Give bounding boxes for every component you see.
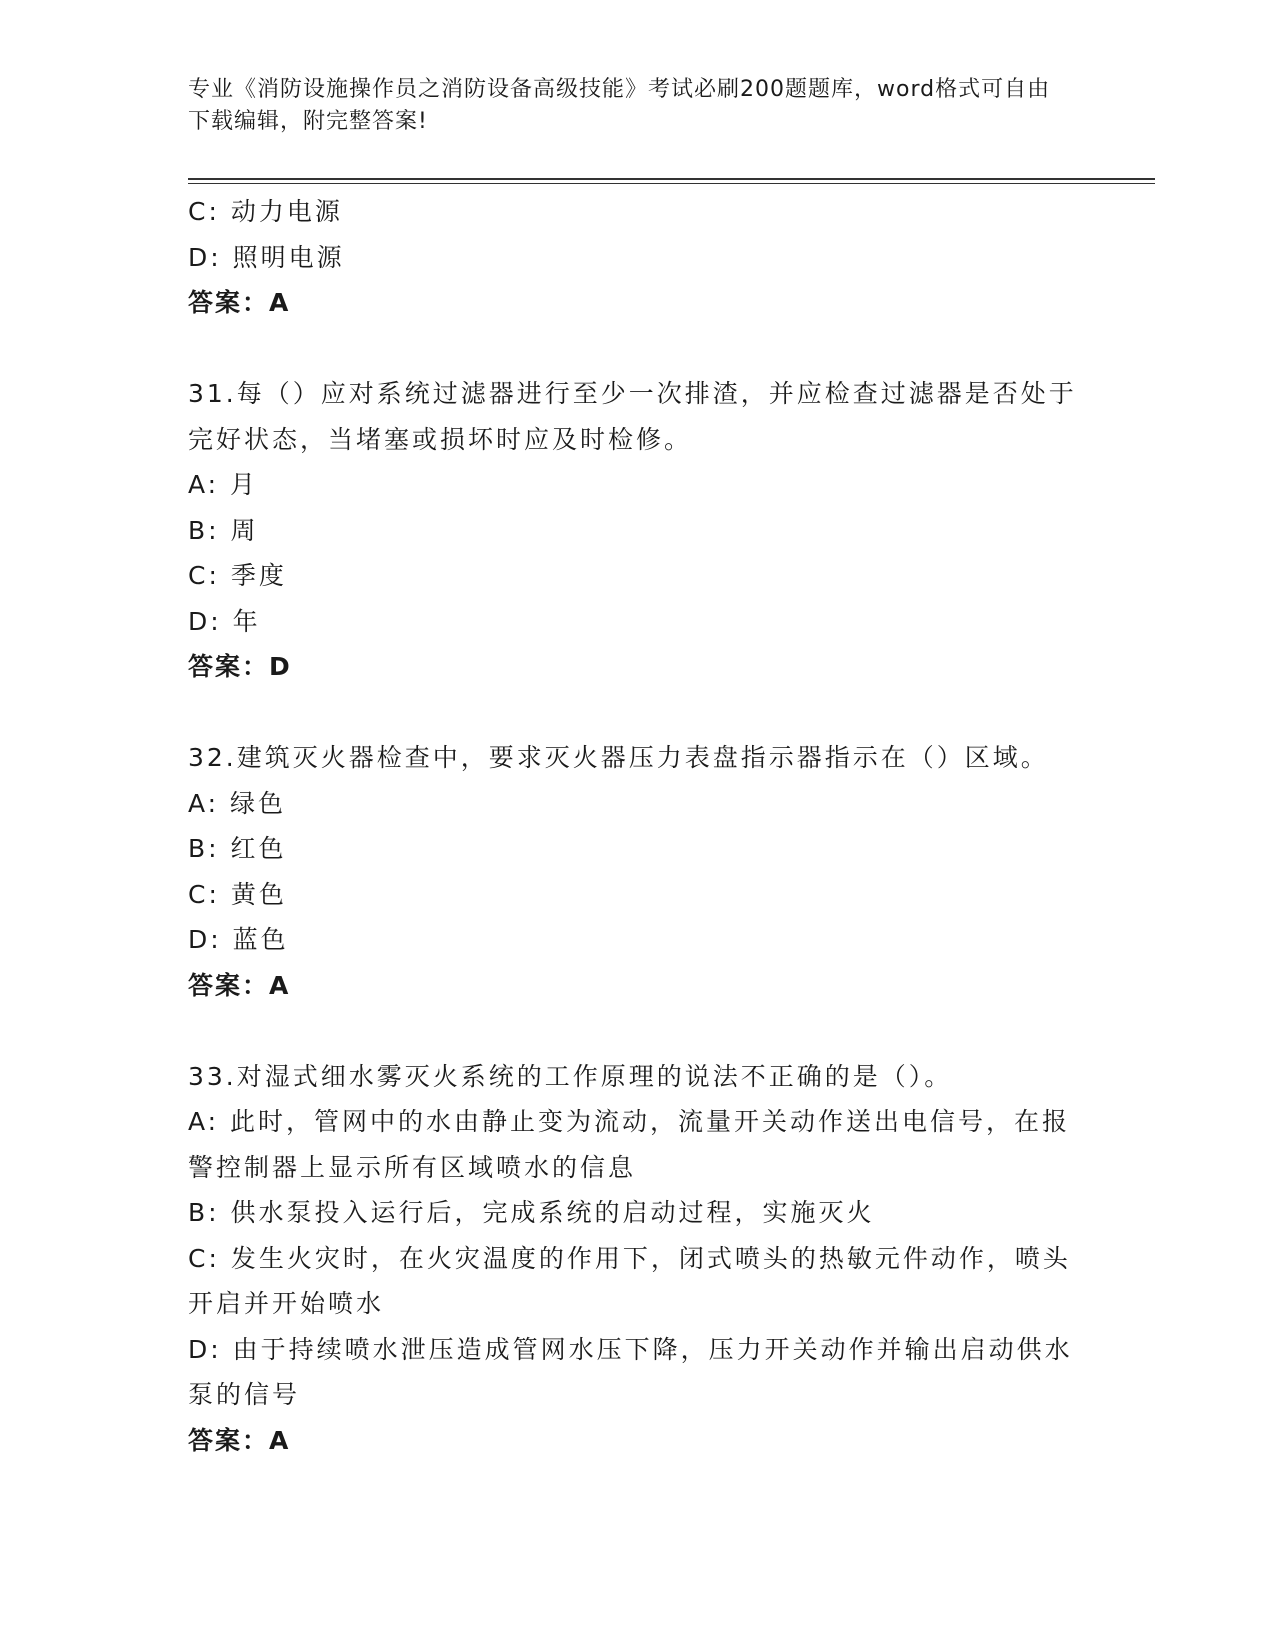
option-c: C: 季度 <box>188 561 287 590</box>
spacer <box>188 326 1088 372</box>
option-b: B: 供水泵投入运行后，完成系统的启动过程，实施灭火 <box>188 1198 875 1227</box>
option-d: D: 照明电源 <box>188 242 345 272</box>
option-d: D: 由于持续喷水泄压造成管网水压下降，压力开关动作并输出启动供水泵的信号 <box>188 1334 1073 1409</box>
answer-line: 答案：D <box>188 652 292 681</box>
question-content <box>188 189 1088 1463</box>
answer-line: 答案：A <box>188 1425 291 1455</box>
document-header: 专业《消防设施操作员之消防设备高级技能》考试必刷200题题库，word格式可自由下载编辑，附完整答案! <box>188 77 1051 134</box>
option-b: B: 周 <box>188 515 259 545</box>
option-a: A: 此时，管网中的水由静止变为流动，流量开关动作送出电信号，在报警控制器上显示所有区域喷水的信息 <box>188 1107 1071 1182</box>
option-d: D: 蓝色 <box>188 925 289 954</box>
question-33-stem: 33.对湿式细水雾灭火系统的工作原理的说法不正确的是（）。 <box>188 1061 953 1091</box>
answer-line: 答案：A <box>188 970 291 1000</box>
spacer <box>188 1008 1088 1054</box>
option-c: C: 动力电源 <box>188 197 343 226</box>
option-c: C: 发生火灾时，在火灾温度的作用下，闭式喷头的热敏元件动作，喷头开启并开始喷水 <box>188 1243 1071 1318</box>
question-31-stem: 31.每（）应对系统过滤器进行至少一次排渣，并应检查过滤器是否处于完好状态，当堵塞或损坏时应及时检修。 <box>188 379 1077 454</box>
header-rule-thin <box>188 183 1155 184</box>
option-c: C: 黄色 <box>188 879 287 909</box>
option-d: D: 年 <box>188 606 261 636</box>
option-a: A: 月 <box>188 470 259 499</box>
option-a: A: 绿色 <box>188 788 287 818</box>
spacer <box>188 690 1088 736</box>
header-rule-thick <box>188 178 1155 180</box>
option-b: B: 红色 <box>188 834 287 863</box>
answer-line: 答案：A <box>188 288 291 317</box>
question-32-stem: 32.建筑灭火器检查中，要求灭火器压力表盘指示器指示在（）区域。 <box>188 743 1049 772</box>
